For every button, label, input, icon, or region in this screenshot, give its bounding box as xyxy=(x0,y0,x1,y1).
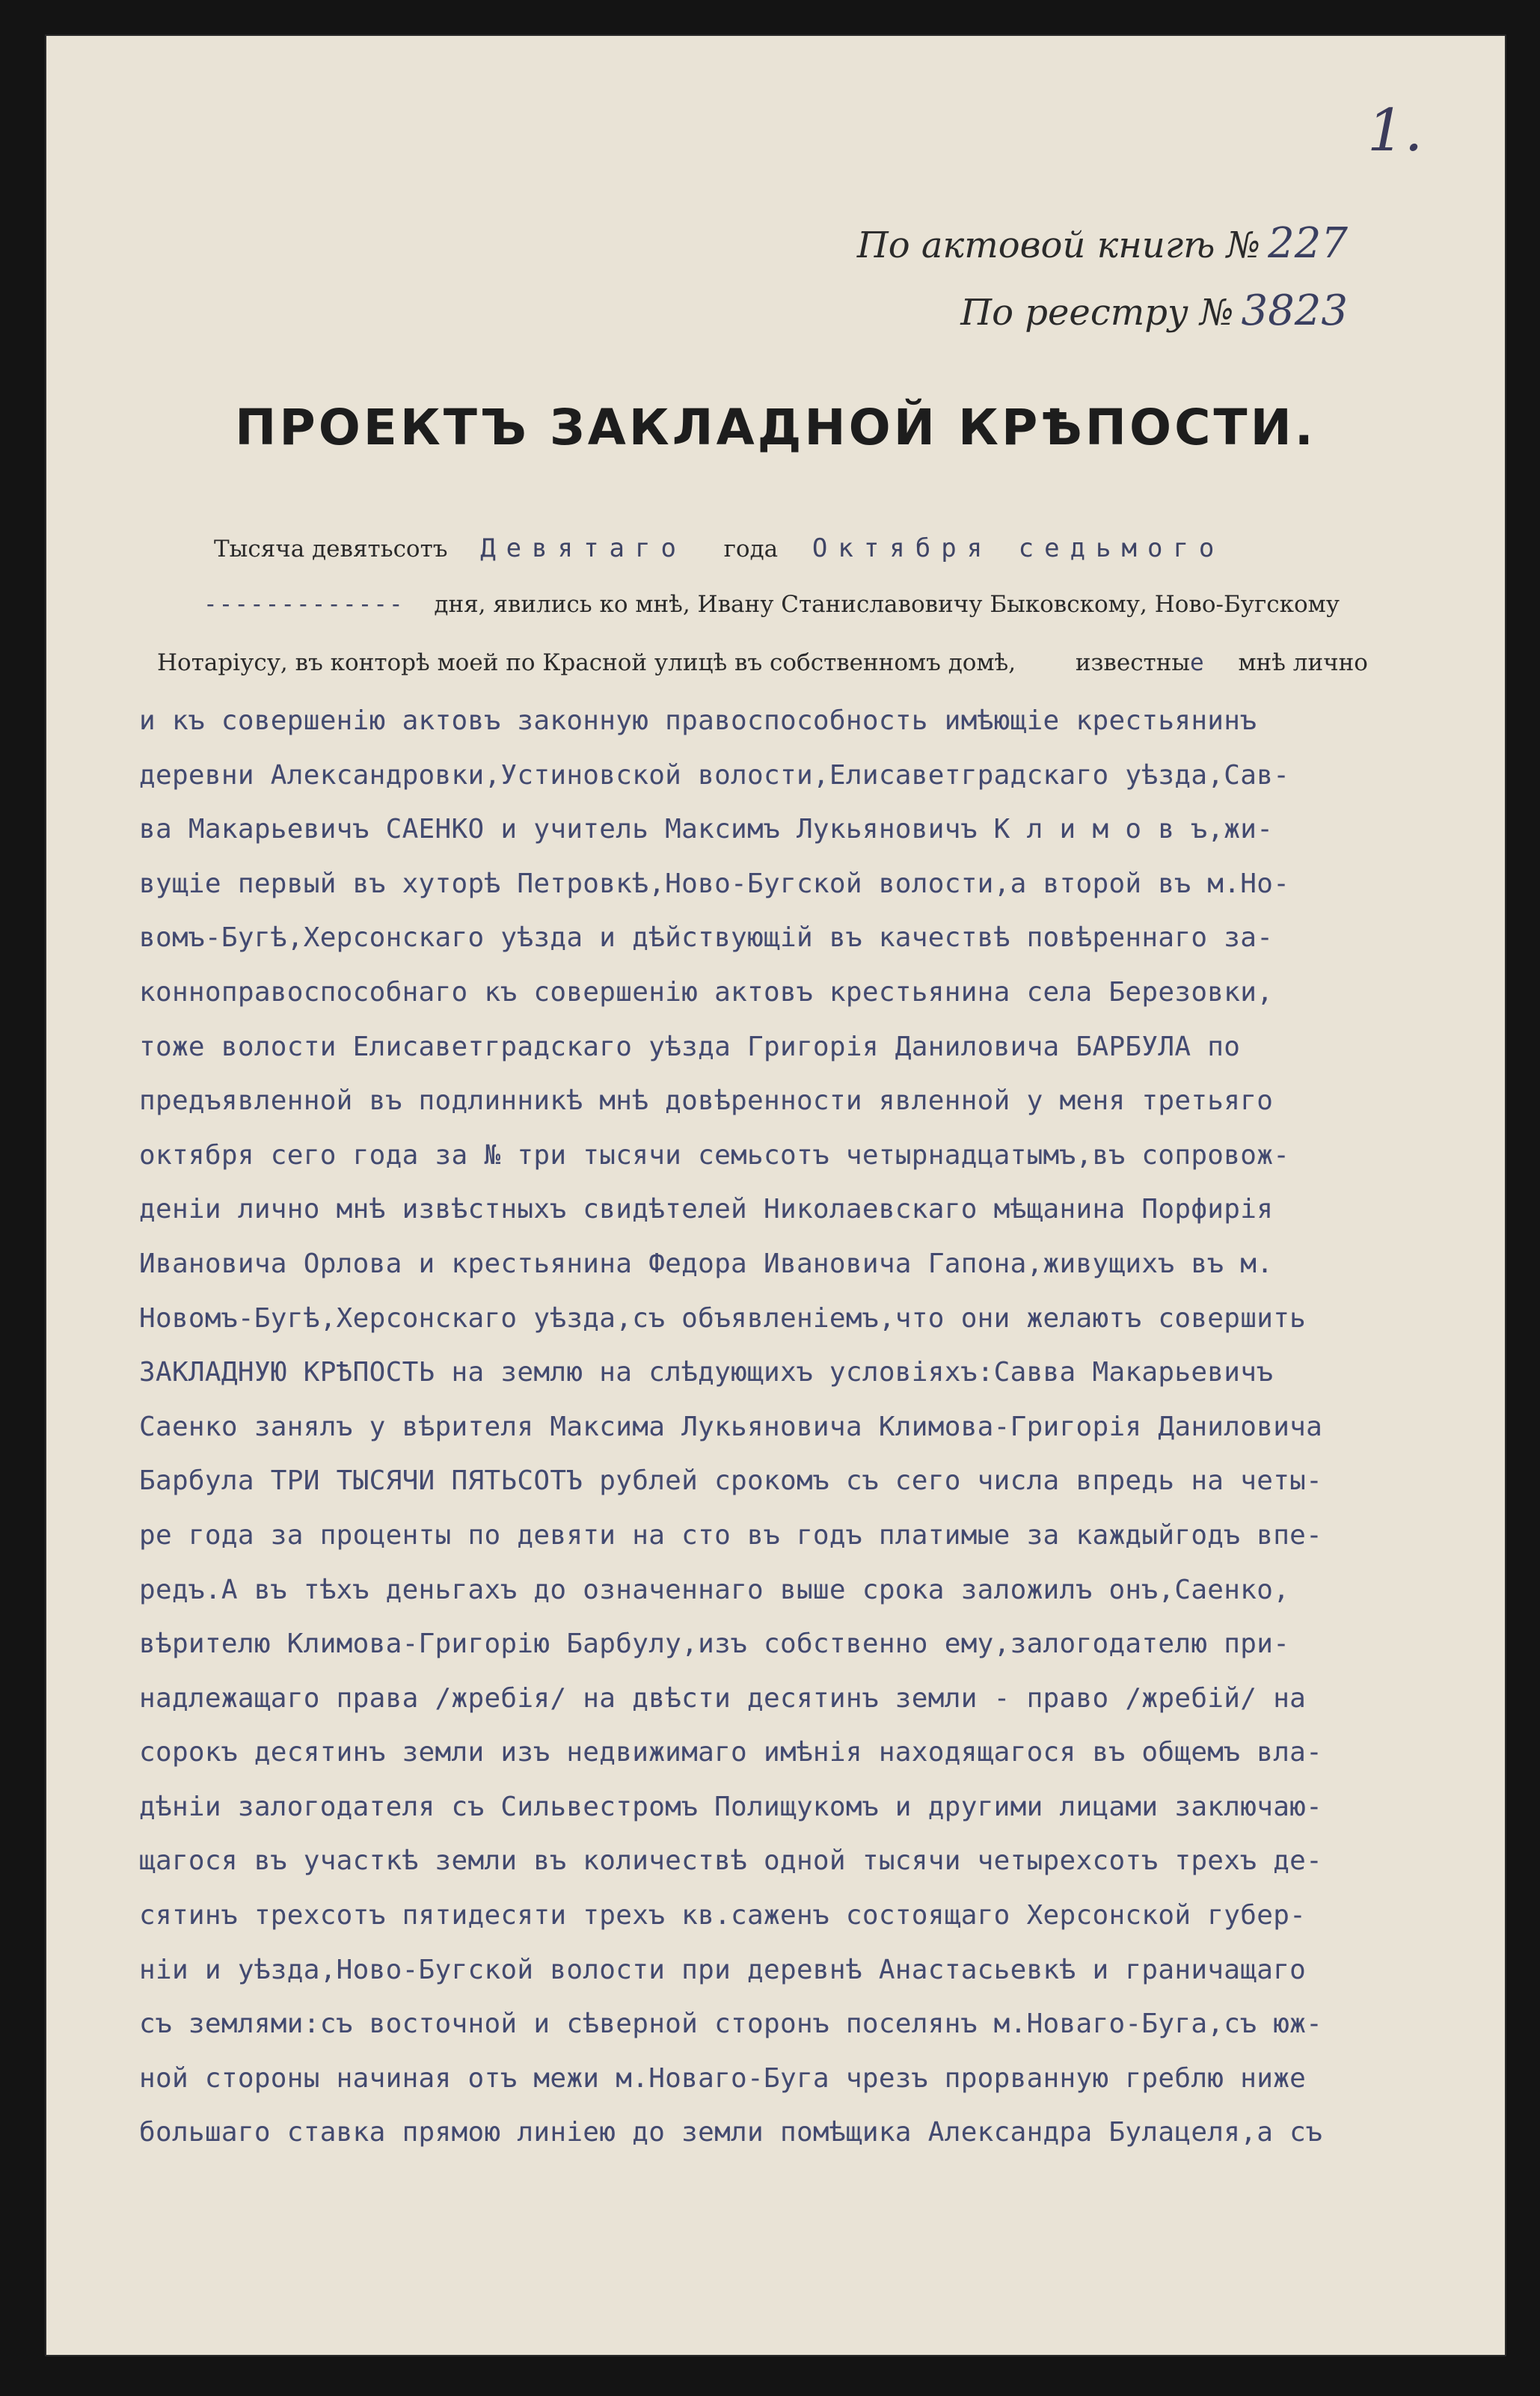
body-line: Новомъ-Бугѣ,Херсонскаго уѣзда,съ объявленіемъ,что они желаютъ совершить xyxy=(139,1302,1307,1334)
body-line: вущіе первый въ хуторѣ Петровкѣ,Ново-Бугской волости,а второй въ м.Но- xyxy=(139,868,1290,899)
act-book-label: По актовой книгѣ № xyxy=(856,224,1261,266)
body-line: сорокъ десятинъ земли изъ недвижимаго имѣнія находящагося въ общемъ вла- xyxy=(139,1737,1323,1768)
document-page xyxy=(46,36,1505,2355)
body-line: ной стороны начиная отъ межи м.Новаго-Буга чрезъ прорванную греблю ниже xyxy=(139,2062,1307,2094)
body-line: Барбула ТРИ ТЫСЯЧИ ПЯТЬСОТЪ рублей срокомъ съ сего числа впредь на четы- xyxy=(139,1465,1323,1497)
body-line: надлежащаго права /жребія/ на двѣсти десятинъ земли - право /жребій/ на xyxy=(139,1682,1307,1714)
intro-line-2-text: дня, явились ко мнѣ, Ивану Станиславовичу Быковскому, Ново-Бугскому xyxy=(434,591,1340,618)
register-number: 3823 xyxy=(1241,287,1348,335)
known-word: известны xyxy=(1075,649,1191,676)
year-value: Девятаго xyxy=(480,533,687,563)
dash-fill: ------------- xyxy=(203,591,405,618)
year-prefix: Тысяча девятьсотъ xyxy=(214,536,448,563)
body-line: вомъ-Бугѣ,Херсонскаго уѣзда и дѣйствующій въ качествѣ повѣреннаго за- xyxy=(139,922,1274,954)
intro-line-3-text: Нотаріусу, въ конторѣ моей по Красной улицѣ въ собственномъ домѣ, xyxy=(157,649,1016,676)
intro-line-3 xyxy=(157,649,1368,676)
body-line: щагося въ участкѣ земли въ количествѣ одной тысячи четырехсотъ трехъ де- xyxy=(139,1845,1323,1877)
body-line: вѣрителю Климова-Григорію Барбулу,изъ собственно ему,залогодателю при- xyxy=(139,1629,1290,1660)
document-title: ПРОЕКТЪ ЗАКЛАДНОЙ КРѢПОСТИ. xyxy=(235,399,1316,456)
body-line: Саенко занялъ у вѣрителя Максима Лукьяновича Климова-Григорія Даниловича xyxy=(139,1411,1323,1442)
intro-line-1 xyxy=(214,533,1224,563)
body-line: предъявленной въ подлинникѣ мнѣ довѣренности явленной у меня третьяго xyxy=(139,1085,1274,1117)
body-line: и къ совершенію актовъ законную правоспособность имѣющіе крестьянинъ xyxy=(139,705,1257,736)
body-line: ніи и уѣзда,Ново-Бугской волости при деревнѣ Анастасьевкѣ и граничащаго xyxy=(139,1954,1307,1985)
page-number: 1. xyxy=(1367,97,1423,165)
body-line: деревни Александровки,Устиновской волости,Елисаветградскаго уѣзда,Сав- xyxy=(139,759,1290,791)
intro-line-3-end: мнѣ лично xyxy=(1238,649,1368,676)
body-line: тоже волости Елисаветградскаго уѣзда Григорія Даниловича БАРБУЛА по xyxy=(139,1031,1241,1062)
body-line: большаго ставка прямою линіею до земли помѣщика Александра Булацеля,а съ xyxy=(139,2117,1323,2148)
body-line: сятинъ трехсотъ пятидесяти трехъ кв.саженъ состоящаго Херсонской губер- xyxy=(139,1900,1307,1931)
known-suffix: е xyxy=(1190,649,1204,676)
date-value: Октября седьмого xyxy=(812,533,1225,563)
body-line: ЗАКЛАДНУЮ КРѢПОСТЬ на землю на слѣдующихъ условіяхъ:Савва Макарьевичъ xyxy=(139,1357,1274,1388)
body-line: редъ.А въ тѣхъ деньгахъ до означеннаго выше срока заложилъ онъ,Саенко, xyxy=(139,1574,1290,1605)
body-line: конноправоспособнаго къ совершенію актовъ крестьянина села Березовки, xyxy=(139,976,1274,1008)
typed-body xyxy=(139,694,1470,2160)
body-line: дѣніи залогодателя съ Сильвестромъ Полищукомъ и другими лицами заключаю- xyxy=(139,1791,1323,1822)
register-label: По реестру № xyxy=(960,292,1234,334)
act-book-number: 227 xyxy=(1268,219,1348,268)
body-line: деніи лично мнѣ извѣстныхъ свидѣтелей Николаевскаго мѣщанина Порфирія xyxy=(139,1194,1274,1225)
intro-line-2 xyxy=(203,591,1340,618)
body-line: съ землями:съ восточной и сѣверной сторонъ поселянъ м.Новаго-Буга,съ юж- xyxy=(139,2009,1323,2040)
body-line: Ивановича Орлова и крестьянина Федора Ивановича Гапона,живущихъ въ м. xyxy=(139,1248,1274,1279)
register-line xyxy=(960,287,1348,335)
body-line: ре года за проценты по девяти на сто въ годъ платимые за каждыйгодъ впе- xyxy=(139,1519,1323,1551)
act-book-line xyxy=(857,219,1348,268)
year-word: года xyxy=(723,536,779,563)
body-line: октября сего года за № три тысячи семьсотъ четырнадцатымъ,въ сопровож- xyxy=(139,1139,1290,1171)
body-line: ва Макарьевичъ САЕНКО и учитель Максимъ Лукьяновичъ К л и м о в ъ,жи- xyxy=(139,814,1274,845)
